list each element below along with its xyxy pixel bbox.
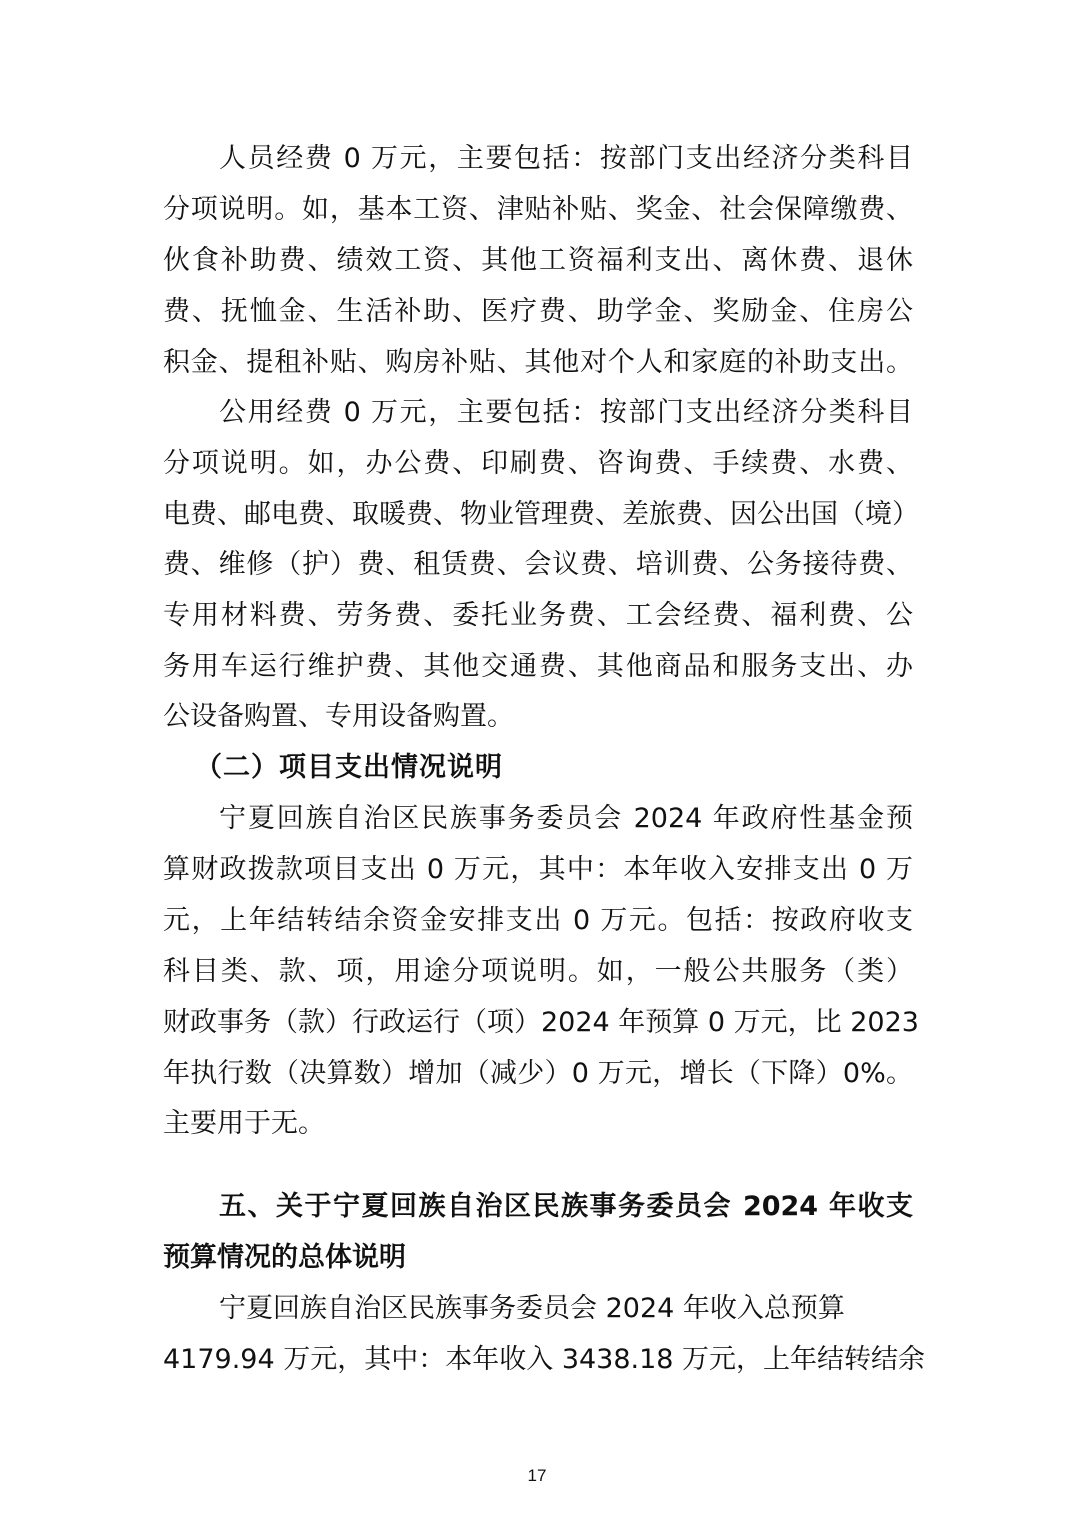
paragraph-line: 科目类、款、项，用途分项说明。如，一般公共服务（类） [163,956,913,987]
paragraph-line: 务用车运行维护费、其他交通费、其他商品和服务支出、办 [163,651,913,682]
section-subheading: （二）项目支出情况说明 [195,752,503,783]
paragraph-line: 公设备购置、专用设备购置。 [163,701,514,732]
paragraph-line: 人员经费 0 万元，主要包括：按部门支出经济分类科目 [219,143,913,174]
paragraph-line: 伙食补助费、绩效工资、其他工资福利支出、离休费、退休 [163,245,913,276]
page-number: 17 [527,1466,547,1485]
paragraph-line: 主要用于无。 [163,1108,325,1139]
section-heading: 五、关于宁夏回族自治区民族事务委员会 2024 年收支 [219,1191,913,1222]
paragraph-line: 元，上年结转结余资金安排支出 0 万元。包括：按政府收支 [163,905,913,936]
paragraph-line: 费、维修（护）费、租赁费、会议费、培训费、公务接待费、 [163,549,913,580]
paragraph-line: 公用经费 0 万元，主要包括：按部门支出经济分类科目 [219,397,913,428]
paragraph-line: 算财政拨款项目支出 0 万元，其中：本年收入安排支出 0 万 [163,854,913,885]
section-heading: 预算情况的总体说明 [163,1242,406,1273]
paragraph-line: 财政事务（款）行政运行（项）2024 年预算 0 万元，比 2023 [163,1007,919,1038]
paragraph-line: 4179.94 万元，其中：本年收入 3438.18 万元，上年结转结余 [163,1344,926,1375]
paragraph-line: 费、抚恤金、生活补助、医疗费、助学金、奖励金、住房公 [163,296,913,327]
paragraph-line: 积金、提租补贴、购房补贴、其他对个人和家庭的补助支出。 [163,347,913,378]
paragraph-line: 专用材料费、劳务费、委托业务费、工会经费、福利费、公 [163,600,913,631]
paragraph-line: 电费、邮电费、取暖费、物业管理费、差旅费、因公出国（境） [163,499,919,530]
paragraph-line: 分项说明。如，办公费、印刷费、咨询费、手续费、水费、 [163,448,913,479]
paragraph-line: 年执行数（决算数）增加（减少）0 万元，增长（下降）0%。 [163,1058,913,1089]
paragraph-line: 分项说明。如，基本工资、津贴补贴、奖金、社会保障缴费、 [163,194,913,225]
paragraph-line: 宁夏回族自治区民族事务委员会 2024 年政府性基金预 [219,803,913,834]
paragraph-line: 宁夏回族自治区民族事务委员会 2024 年收入总预算 [219,1293,845,1324]
